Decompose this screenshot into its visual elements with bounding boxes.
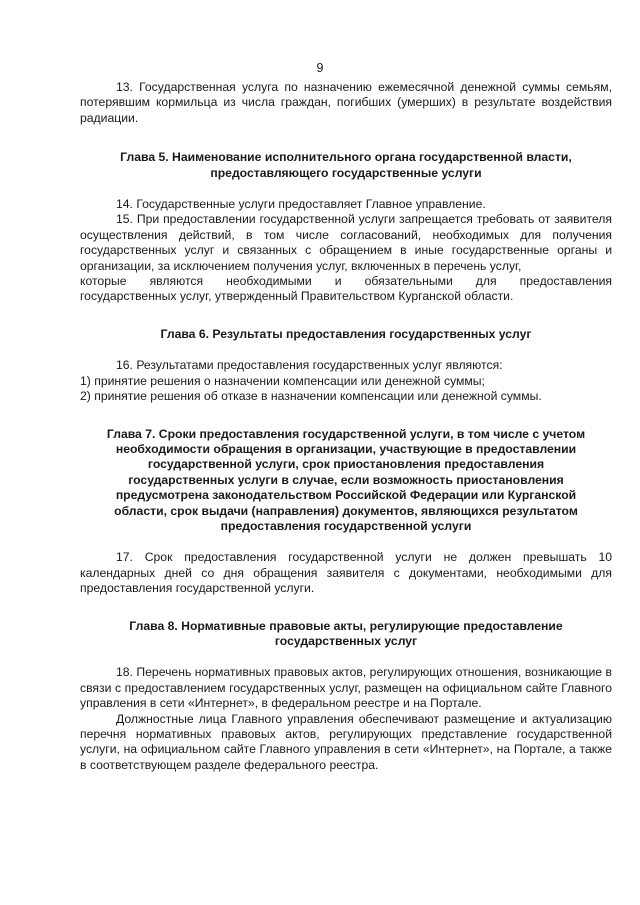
- paragraph-15-part-2: которые являются необходимыми и обязательными для предоставления: [80, 274, 612, 289]
- paragraph-16: 16. Результатами предоставления государственных услуг являются:: [116, 358, 503, 373]
- chapter-5-heading-line-2: предоставляющего государственные услуги: [210, 165, 482, 180]
- paragraph-14: 14. Государственные услуги предоставляет Главное управление.: [116, 197, 486, 212]
- paragraph-18-continued: Должностные лица Главного управления обеспечивают размещение и актуализацию перечня нормативных правовых актов, регулирующих представление государственной услуги, на официальном сайте Главного управления в сети «Интернет», на Портале, а также в соответствующем разделе федерального реестра.: [80, 711, 612, 772]
- paragraph-16-item-2: 2) принятие решения об отказе в назначении компенсации или денежной суммы.: [80, 389, 542, 404]
- document-body: [80, 80, 612, 773]
- chapter-6-heading-line-1: Глава 6. Результаты предоставления государственных услуг: [160, 326, 532, 341]
- paragraph-18: 18. Перечень нормативных правовых актов, регулирующих отношения, возникающие в связи с предоставлением государственных услуг, размещен на официальном сайте Главного управления в сети «Интернет», в федеральном реестре и на Портале.: [80, 665, 612, 711]
- chapter-7-heading-line-2: необходимости обращения в организации, участвующие в предоставлении: [115, 441, 577, 456]
- chapter-7-heading-line-4: государственных услуги в случае, если возможность приостановления: [128, 472, 564, 487]
- chapter-7-heading-line-7: предоставления государственной услуги: [220, 518, 472, 533]
- chapter-7-heading-line-6: области, срок выдачи (направления) документов, являющихся результатом: [114, 503, 578, 518]
- paragraph-17: 17. Срок предоставления государственной услуги не должен превышать 10 календарных дней со дня обращения заявителя с документами, необходимыми для предоставления государственной услуги.: [80, 550, 612, 596]
- paragraph-15-part-3: государственных услуг, утвержденный Правительством Курганской области.: [80, 289, 514, 304]
- paragraph-16-item-1: 1) принятие решения о назначении компенсации или денежной суммы;: [80, 373, 485, 388]
- chapter-7-heading-line-5: предусмотрена законодательством Российской Федерации или Курганской: [115, 488, 577, 503]
- chapter-7-heading: [80, 427, 612, 535]
- chapter-8-heading-line-1: Глава 8. Нормативные правовые акты, регулирующие предоставление: [129, 618, 563, 633]
- chapter-5-heading: [80, 150, 612, 181]
- chapter-6-heading: [80, 327, 612, 342]
- page-number: 9: [316, 61, 324, 75]
- chapter-5-heading-line-1: Глава 5. Наименование исполнительного органа государственной власти,: [120, 150, 572, 165]
- paragraph-15-part-1: 15. При предоставлении государственной услуги запрещается требовать от заявителя осуществления действий, в том числе согласований, необходимых для получения государственных услуг и связанных с обращением в иные государственные органы и организации, за исключением получения услуг, включенных в перечень услуг,: [80, 212, 612, 273]
- chapter-8-heading-line-2: государственных услуг: [274, 633, 418, 648]
- chapter-8-heading: [80, 619, 612, 650]
- chapter-7-heading-line-3: государственной услуги, срок приостановления предоставления: [147, 457, 545, 472]
- paragraph-13: 13. Государственная услуга по назначению ежемесячной денежной суммы семьям, потерявшим кормильца из числа граждан, погибших (умерших) в результате воздействия радиации.: [80, 80, 612, 125]
- chapter-7-heading-line-1: Глава 7. Сроки предоставления государственной услуги, в том числе с учетом: [106, 426, 586, 441]
